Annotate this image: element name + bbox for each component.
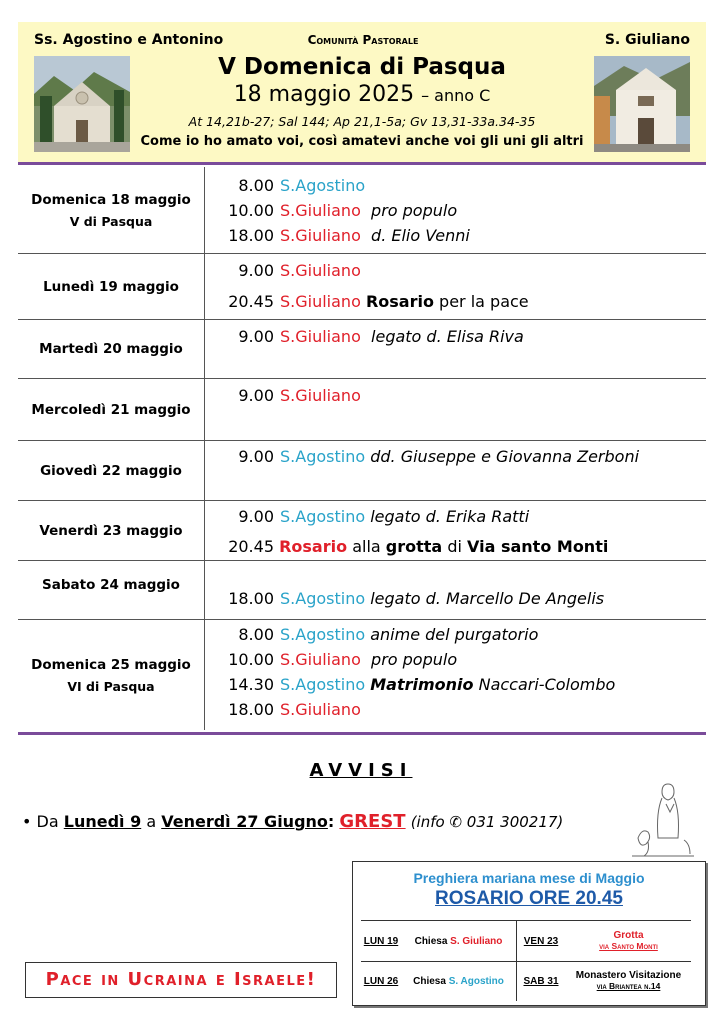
grest-info: (info ✆ 031 300217) [410,813,564,831]
mass-time: 14.30 [228,675,274,694]
mass-entry [204,385,361,407]
day-cell [18,320,204,378]
mass-entry [204,200,457,222]
day-label: Lunedì 19 maggio [43,278,179,295]
mass-place: S.Agostino [280,447,366,466]
mass-intention: dd. Giuseppe e Giovanna Zerboni [370,447,640,466]
mass-intention: legato d. Elisa Riva [371,327,524,346]
mass-entry [204,175,365,197]
mass-time: 9.00 [238,261,274,280]
mass-entry [204,699,361,721]
rosary-location: Monastero Visitazione via Briantea n.14 [575,970,682,991]
mass-entry [204,588,604,610]
mass-time: 18.00 [228,589,274,608]
mass-entry [204,326,524,348]
mass-place: S.Giuliano [280,327,361,346]
schedule-row [18,561,706,620]
schedule-row [18,620,706,730]
mass-time: 20.45 [228,537,274,556]
mass-entry [204,506,529,528]
peace-banner: Pace in Ucraina e Israele! [25,962,337,998]
rosary-date: LUN 26 [363,975,399,987]
church-photo-agostino [34,56,130,152]
day-label: Venerdì 23 maggio [39,522,183,539]
mass-place: S.Giuliano [280,201,361,220]
schedule-divider [18,732,706,735]
mass-entry [204,649,457,671]
day-subtitle: V di Pasqua [69,213,153,229]
rosary-grid [361,920,691,1000]
day-cell [18,620,204,730]
rosary-entry [204,536,608,558]
day-cell [18,254,204,319]
day-cell [18,441,204,500]
mass-entry [204,674,615,696]
mass-intention: Naccari-Colombo [478,675,616,694]
mass-intention: anime del purgatorio [370,625,539,644]
day-cell [18,561,204,619]
mass-place: S.Giuliano [280,700,361,719]
right-parish-name: S. Giuliano [604,32,690,48]
mass-intention: legato d. Marcello De Angelis [370,589,605,608]
year-cycle: – anno C [421,86,491,105]
mass-entry [204,291,529,313]
motto: Come io ho amato voi, così amatevi anche voi gli uni gli altri [140,134,584,149]
mass-place: S.Giuliano [280,226,361,245]
mass-time: 8.00 [238,625,274,644]
mass-place: S.Giuliano [280,292,361,311]
day-cell [18,379,204,440]
event-detail: per la pace [439,292,529,311]
event-name: Rosario [365,292,434,311]
mass-schedule [18,167,706,730]
rosary-date: LUN 19 [363,935,399,947]
mass-place: S.Giuliano [280,386,361,405]
community-label: Comunità Pastorale [307,33,419,47]
event-connector: alla [352,537,381,556]
day-label: Martedì 20 maggio [39,341,183,357]
mass-time: 10.00 [228,201,274,220]
day-label: Giovedì 22 maggio [40,462,182,479]
mass-entry [204,225,470,247]
mass-time: 18.00 [228,700,274,719]
mass-time: 20.45 [228,292,274,311]
rosary-box-title: Preghiera mariana mese di Maggio [413,870,645,886]
day-cell [18,167,204,253]
mass-entry [204,446,639,468]
grest-end: Venerdì 27 Giugno [161,812,328,831]
mass-place: S.Agostino [280,625,366,644]
mass-place: S.Agostino [280,176,366,195]
header-divider [18,162,706,165]
rosary-location: Chiesa S. Agostino [413,975,504,987]
bulletin-date-line [138,82,586,107]
day-label: Domenica 18 maggio [31,191,191,208]
schedule-row [18,441,706,501]
grest-mid: a [146,812,157,831]
schedule-row [18,379,706,441]
bullet: • [22,812,32,831]
event-name: Rosario [279,537,348,556]
schedule-row [18,254,706,320]
mass-intention: legato d. Erika Ratti [370,507,530,526]
readings: At 14,21b-27; Sal 144; Ap 21,1-5a; Gv 13,31-33a.34-35 [188,114,536,129]
event-location: grotta [385,537,443,556]
mass-time: 9.00 [238,327,274,346]
mass-time: 8.00 [238,176,274,195]
mass-time: 9.00 [238,507,274,526]
event-street: Via santo Monti [467,537,609,556]
grest-colon: : [327,812,335,831]
day-cell [18,501,204,560]
mass-intention: pro populo [371,650,458,669]
day-subtitle: VI di Pasqua [67,678,155,694]
mass-time: 9.00 [238,386,274,405]
grest-prefix: Da [36,812,59,831]
mass-entry [204,260,361,282]
mass-place: S.Agostino [280,675,366,694]
church-photo-giuliano [594,56,690,152]
mass-intention: pro populo [371,201,458,220]
madonna-sketch-illustration [628,780,698,860]
rosary-date: SAB 31 [523,975,559,987]
mass-time: 18.00 [228,226,274,245]
mass-place: S.Giuliano [280,261,361,280]
rosary-box-subtitle: ROSARIO ORE 20.45 [435,888,623,909]
grest-notice [22,811,563,832]
rosary-schedule-box [352,861,706,1006]
left-parish-name: Ss. Agostino e Antonino [34,32,224,48]
grest-name: GREST [339,811,406,832]
schedule-row [18,501,706,561]
avvisi-heading: AVVISI [309,760,413,781]
rosary-date: VEN 23 [523,935,559,947]
event-connector: di [447,537,462,556]
grest-start: Lunedì 9 [63,812,142,831]
rosary-location: Grotta via Santo Monti [599,930,658,951]
day-label: Sabato 24 maggio [42,577,180,593]
mass-intention: d. Elio Venni [371,226,470,245]
bulletin-title: V Domenica di Pasqua [218,54,506,80]
day-label: Domenica 25 maggio [31,656,191,673]
event-name: Matrimonio [370,675,474,694]
mass-time: 10.00 [228,650,274,669]
schedule-row [18,167,706,254]
mass-place: S.Giuliano [280,650,361,669]
day-label: Mercoledì 21 maggio [31,401,191,418]
mass-place: S.Agostino [280,507,366,526]
schedule-row [18,320,706,379]
bulletin-header [18,22,706,162]
mass-entry [204,624,538,646]
rosary-location: Chiesa S. Giuliano [414,935,503,947]
mass-place: S.Agostino [280,589,366,608]
mass-time: 9.00 [238,447,274,466]
bulletin-date: 18 maggio 2025 [233,82,415,107]
